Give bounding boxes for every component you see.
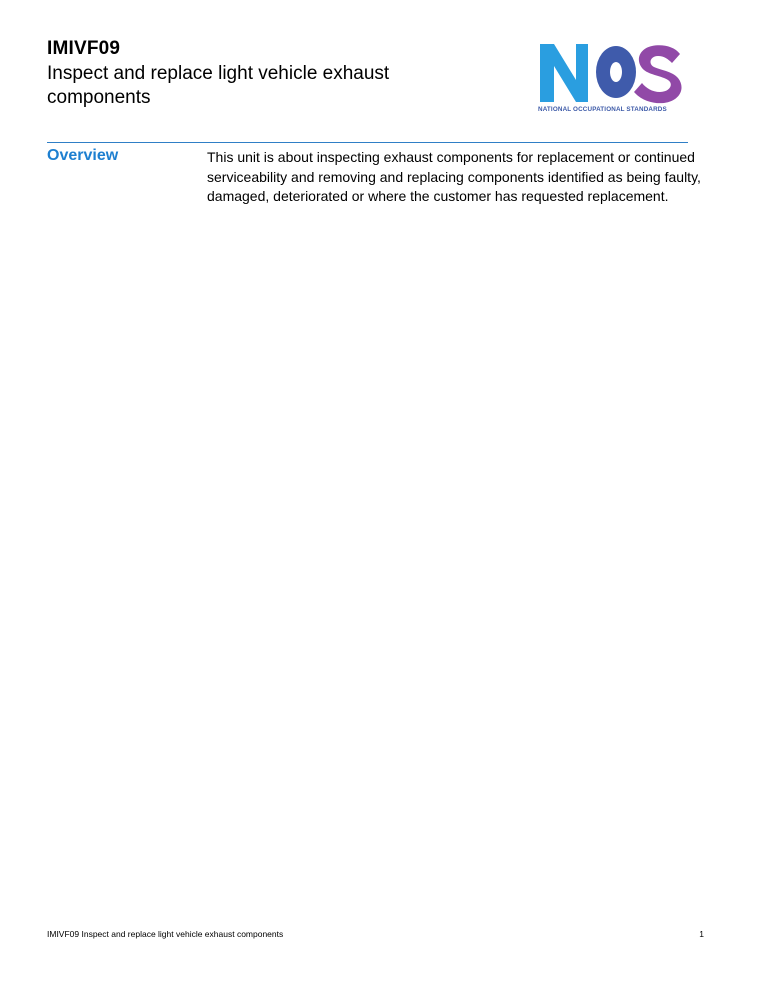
nos-logo-mark bbox=[538, 40, 688, 106]
document-title: Inspect and replace light vehicle exhaust components bbox=[47, 63, 390, 108]
section-divider bbox=[47, 142, 688, 143]
footer-text: IMIVF09 Inspect and replace light vehicle exhaust components bbox=[47, 929, 284, 939]
logo-caption: NATIONAL OCCUPATIONAL STANDARDS bbox=[538, 106, 667, 113]
page-number: 1 bbox=[699, 929, 704, 939]
overview-text: This unit is about inspecting exhaust components for replacement or continued serviceability and removing and replacing components identified as being faulty, damaged, deteriorated or where the customer has requested replacement. bbox=[207, 149, 701, 205]
document-code: IMIVF09 bbox=[47, 38, 121, 59]
overview-heading: Overview bbox=[47, 147, 119, 164]
nos-logo bbox=[538, 40, 688, 118]
